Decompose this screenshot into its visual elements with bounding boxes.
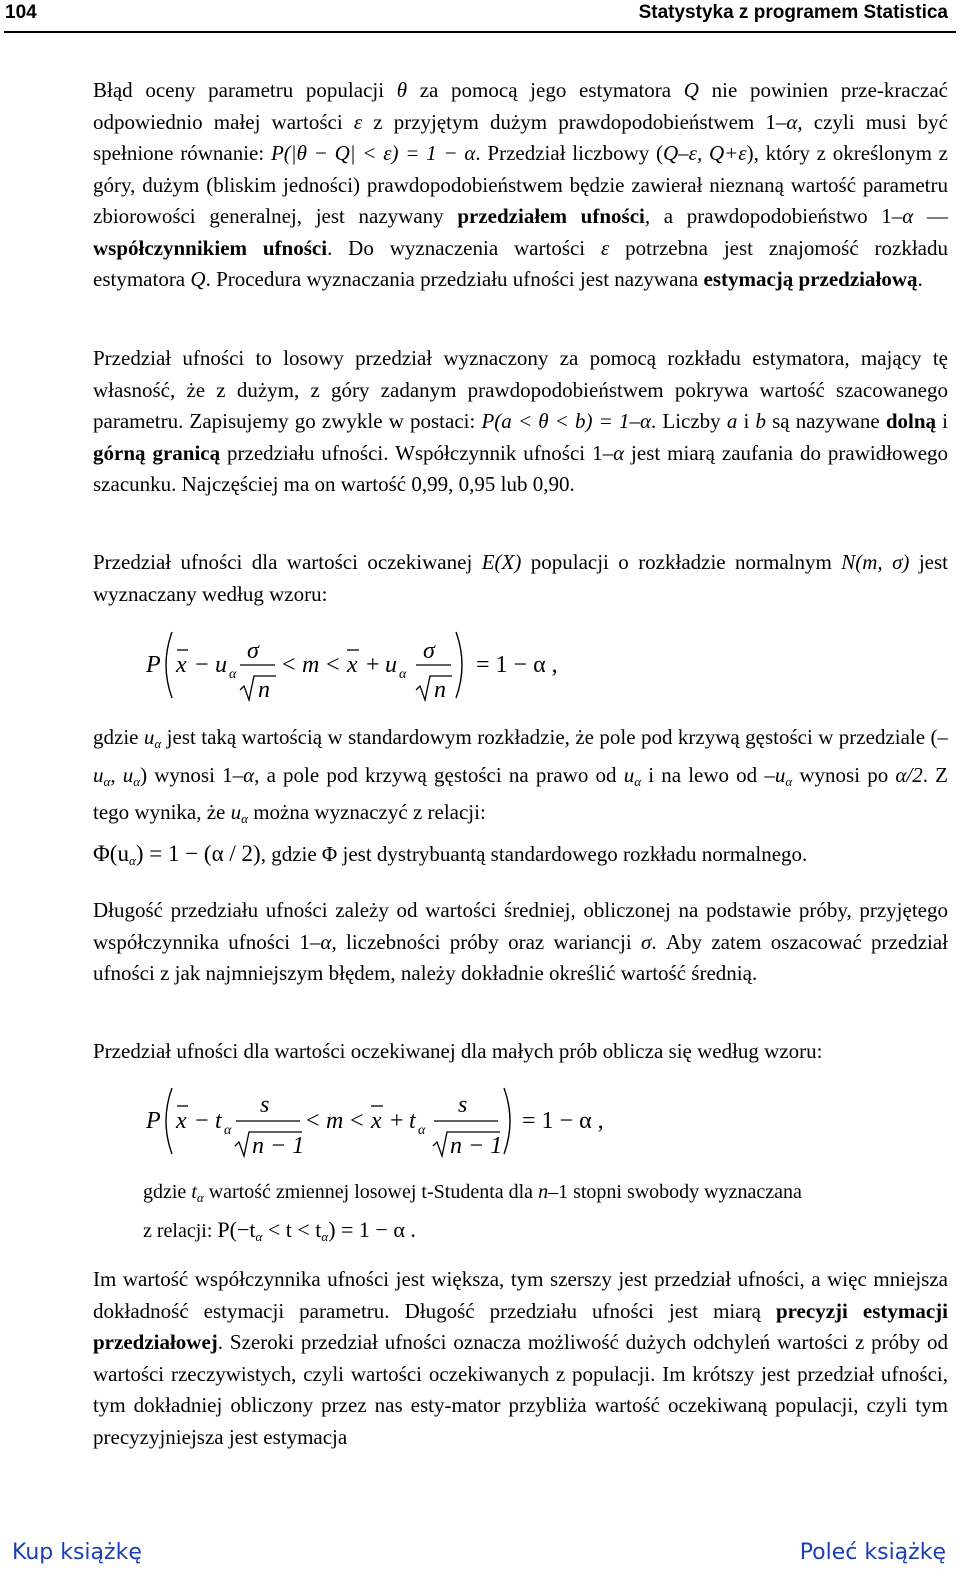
svg-text:u: u [385,652,397,678]
svg-text:x: x [371,1108,382,1134]
svg-text:x: x [176,1108,187,1134]
svg-text:u: u [215,652,227,678]
svg-text:σ: σ [423,638,435,664]
paragraph-normal-distribution-intro: Przedział ufności dla wartości oczekiwanej E(X) populacji o rozkładzie normalnym N(m, σ) jest wyznaczany według wzoru: [93,550,948,606]
paragraph-interval-length: Długość przedziału ufności zależy od wartości średniej, obliczonej na podstawie próby, przyjętego współczynnika ufności 1–α, liczebności próby oraz wariancji σ. Aby zatem oszacować przedział ufności z jak najmniejszym błędem, należy dokładnie określić wartość średnią. [93,898,949,985]
paragraph-precision: Im wartość współczynnika ufności jest większa, tym szerszy jest przedział ufności, a więc mniejsza dokładność estymacji parametru. Długość przedziału ufności jest miarą precyzji estymacji przedziałowej. Szeroki przedział ufności oznacza możliwość dużych odchyleń wartości z próby od wartości rzeczywistych, czyli wartości oczekiwanych z populacji. Im krótszy jest przedział ufności, tym dokładniej obliczony przez nas esty-mator przybliża wartość oczekiwaną populacji, czyli tym precyzyjniejsza jest estymacja [93,1267,949,1449]
svg-text:α: α [229,667,237,682]
svg-text:−: − [195,652,209,678]
buy-book-link[interactable]: Kup książkę [12,1540,142,1565]
svg-text:m: m [302,652,320,678]
svg-text:σ: σ [247,638,259,664]
term-confidence-interval: przedziałem ufności [457,204,645,228]
svg-text:<: < [306,1108,320,1134]
svg-text:x: x [347,652,358,678]
svg-text:+: + [390,1108,404,1134]
svg-text:<: < [282,652,296,678]
svg-text:<: < [350,1108,364,1134]
page-number: 104 [5,2,37,23]
svg-text:n − 1: n − 1 [450,1133,503,1159]
svg-text:α: α [399,667,407,682]
paragraph-error-estimation: Błąd oceny parametru populacji θ za pomocą jego estymatora Q nie powinien prze-kraczać odpowiednio małej wartości ε z przyjętym dużym prawdopodobieństwem 1–α, czyli musi być spełnione równanie: P(|θ − Q| < ε) = 1 − α. Przedział liczbowy (Q–ε, Q+ε), który z określonym z góry, dużym (bliskim jedności) prawdopodobieństwem będzie zawierał nieznaną wartość parametru zbiorowości generalnej, jest nazywany przedziałem ufności, a prawdopodobieństwo 1–α — współczynnikiem ufności. Do wyznaczenia wartości ε potrzebna jest znajomość rozkładu estymatora Q. Procedura wyznaczania przedziału ufności jest nazywana estymacją przedziałową. [93,78,949,291]
term-upper-bound: górną granicą [93,440,221,465]
svg-text:= 1 − α ,: = 1 − α , [522,1108,604,1134]
svg-text:−: − [195,1108,209,1134]
svg-text:= 1 − α ,: = 1 − α , [476,652,558,678]
svg-text:m: m [326,1108,344,1134]
svg-text:x: x [176,652,187,678]
recommend-book-link[interactable]: Poleć książkę [799,1540,946,1565]
formula-normal-confidence-interval [140,620,600,710]
paragraph-u-alpha-definition: gdzie $u_\alpha$ jest taką wartością w standardowym rozkładzie, że pole pod krzywą gęstości w przedziale ($-u_\alpha$, $u_\alpha$) wynosi 1–α, a pole pod krzywą gęstości na prawo od $u_\alpha$ i na lewo od $-u_\alpha$ wynosi po α/2. Z tego wynika, że $u_\alpha$ można wyznaczyć z relacji: [93,725,949,826]
header-rule [4,31,956,33]
svg-text:+: + [366,652,380,678]
term-lower-bound: dolną [885,409,937,433]
formula-t-student-interval [140,1082,620,1172]
svg-text:α: α [418,1123,426,1138]
svg-text:t: t [409,1108,416,1134]
paragraph-confidence-interval-definition: Przedział ufności to losowy przedział wyznaczony za pomocą rozkładu estymatora, mający tę własność, że z dużym, z góry zadanym prawdopodobieństwem pokrywa wartość szacowanego parametru. Zapisujemy go zwykle w postaci: P(a < θ < b) = 1–α. Liczby a i b są nazywane dolną i górną granicą przedziału ufności. Współczynnik ufności 1–α jest miarą zaufania do prawidłowego szacunku. Najczęściej ma on wartość 0,99, 0,95 lub 0,90. [93,346,949,496]
term-confidence-coefficient: współczynnikiem ufności [93,235,328,260]
svg-text:P: P [146,652,161,678]
svg-text:t: t [215,1108,222,1134]
book-title: Statystyka z programem Statistica [638,2,948,23]
svg-text:s: s [458,1092,468,1118]
term-interval-estimation: estymacją przedziałową [703,267,918,291]
page-header [0,0,960,30]
paragraph-small-samples-intro: Przedział ufności dla wartości oczekiwanej dla małych prób oblicza się według wzoru: [93,1039,823,1063]
svg-text:s: s [260,1092,270,1118]
svg-text:n − 1: n − 1 [252,1133,305,1159]
formula-phi-relation: $\Phi(u_\alpha) = 1 - (\alpha / 2)$, gdzie Φ jest dystrybuantą standardowego rozkładu normalnego. [93,841,808,868]
term-precision: precyzji estymacji przedziałowej [93,1298,949,1354]
svg-text:P: P [146,1108,161,1134]
paragraph-t-alpha-definition: gdzie $t_\alpha$ wartość zmiennej losowej t-Studenta dla n–1 stopni swobody wyznaczana z relacji: $P(-t_\alpha < t < t_\alpha) = 1 - \alpha$ . [143,1181,802,1244]
svg-text:n: n [258,677,270,703]
svg-text:α: α [224,1123,232,1138]
svg-text:<: < [326,652,340,678]
svg-text:n: n [434,677,446,703]
inline-formula-probability: P(|θ − Q| < ε) = 1 − α [270,141,476,165]
